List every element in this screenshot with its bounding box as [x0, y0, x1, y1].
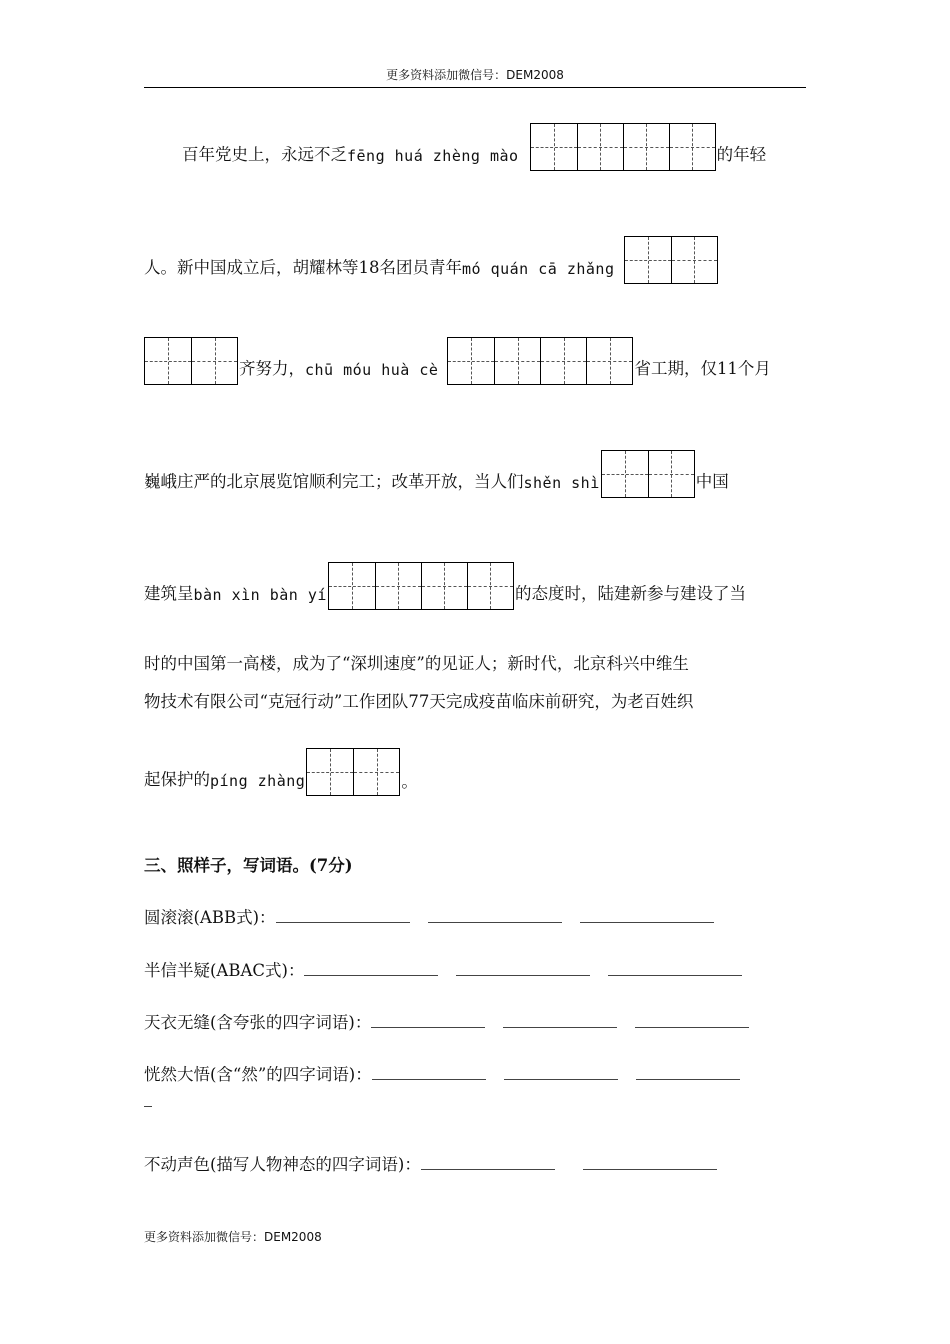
- exercise-item-1: [144, 904, 732, 928]
- exercise-prompt: 半信半疑(ABAC式)：: [144, 961, 305, 980]
- passage-line-6: [144, 650, 689, 674]
- pinyin-prompt: chū móu huà cè: [305, 361, 439, 379]
- exercise-item-3: [144, 1009, 749, 1033]
- grid-cell[interactable]: [671, 237, 717, 283]
- page-header: 更多资料添加微信号：DEM2008: [144, 66, 806, 88]
- passage-text: 起保护的: [144, 770, 210, 789]
- exercise-prompt: 圆滚滚(ABB式)：: [144, 908, 276, 927]
- passage-line-3: [144, 337, 771, 385]
- grid-cell[interactable]: [625, 237, 671, 283]
- grid-cell[interactable]: [602, 451, 648, 497]
- exercise-item-5: [144, 1151, 735, 1175]
- passage-text: 中国: [695, 472, 729, 491]
- answer-blank[interactable]: [608, 974, 742, 976]
- answer-blank[interactable]: [304, 974, 438, 976]
- passage-text: 齐努力，: [239, 359, 305, 378]
- answer-grid-4[interactable]: [447, 337, 633, 385]
- answer-blank[interactable]: [456, 974, 590, 976]
- answer-blank[interactable]: [503, 1026, 617, 1028]
- answer-blank[interactable]: [580, 921, 714, 923]
- answer-blank[interactable]: [635, 1026, 749, 1028]
- pinyin-prompt: shěn shì: [523, 474, 600, 492]
- passage-text: 的态度时，陆建新参与建设了当: [514, 584, 746, 603]
- passage-text: 省工期，仅11个月: [634, 359, 771, 378]
- page-footer: 更多资料添加微信号：DEM2008: [144, 1230, 322, 1244]
- passage-text: 。: [401, 772, 418, 791]
- passage-line-2: [144, 236, 719, 284]
- grid-cell[interactable]: [669, 124, 715, 170]
- exercise-prompt: 不动声色(描写人物神态的四字词语)：: [144, 1155, 421, 1174]
- answer-blank[interactable]: [636, 1078, 740, 1080]
- answer-grid-2[interactable]: [601, 450, 695, 498]
- grid-cell[interactable]: [353, 749, 399, 795]
- section-title: 三、照样子，写词语。(7分): [144, 856, 353, 875]
- grid-cell[interactable]: [531, 124, 577, 170]
- passage-text: 时的中国第一高楼，成为了“深圳速度”的见证人；新时代，北京科兴中维生: [144, 654, 689, 673]
- answer-blank[interactable]: [421, 1168, 555, 1170]
- answer-blank-continuation: [144, 1106, 152, 1107]
- grid-cell[interactable]: [494, 338, 540, 384]
- passage-line-7: [144, 688, 693, 712]
- grid-cell[interactable]: [540, 338, 586, 384]
- pinyin-prompt: bàn xìn bàn yí: [193, 586, 327, 604]
- passage-text: 巍峨庄严的北京展览馆顺利完工；改革开放，当人们: [144, 472, 524, 491]
- passage-text: 物技术有限公司“克冠行动”工作团队77天完成疫苗临床前研究，为老百姓织: [144, 692, 694, 711]
- passage-text: 建筑呈: [144, 584, 194, 603]
- grid-cell[interactable]: [577, 124, 623, 170]
- passage-line-1: [182, 123, 766, 171]
- grid-cell[interactable]: [623, 124, 669, 170]
- exercise-item-2: [144, 957, 760, 981]
- exercise-item-4: [144, 1061, 740, 1085]
- pinyin-prompt: mó quán cā zhǎng: [462, 260, 615, 278]
- passage-line-8: [144, 748, 418, 796]
- grid-cell[interactable]: [375, 563, 421, 609]
- answer-grid-4[interactable]: [530, 123, 716, 171]
- passage-line-4: [144, 450, 729, 498]
- grid-cell[interactable]: [467, 563, 513, 609]
- answer-blank[interactable]: [371, 1026, 485, 1028]
- answer-grid-2[interactable]: [624, 236, 718, 284]
- passage-line-5: [144, 562, 746, 610]
- grid-cell[interactable]: [586, 338, 632, 384]
- grid-cell[interactable]: [307, 749, 353, 795]
- exercise-prompt: 天衣无缝(含夸张的四字词语)：: [144, 1013, 372, 1032]
- grid-cell[interactable]: [421, 563, 467, 609]
- pinyin-prompt: píng zhàng: [210, 772, 306, 790]
- pinyin-prompt: fēng huá zhèng mào: [347, 147, 519, 165]
- grid-cell[interactable]: [191, 338, 237, 384]
- passage-text: 人。新中国成立后，胡耀林等18名团员青年: [144, 258, 462, 277]
- answer-blank[interactable]: [428, 921, 562, 923]
- exercise-prompt: 恍然大悟(含“然”的四字词语)：: [144, 1065, 372, 1084]
- grid-cell[interactable]: [145, 338, 191, 384]
- answer-grid-4[interactable]: [328, 562, 514, 610]
- answer-blank[interactable]: [504, 1078, 618, 1080]
- answer-blank[interactable]: [583, 1168, 717, 1170]
- answer-blank[interactable]: [276, 921, 410, 923]
- passage-text: 百年党史上，永远不乏: [182, 145, 347, 164]
- grid-cell[interactable]: [329, 563, 375, 609]
- answer-blank[interactable]: [372, 1078, 486, 1080]
- grid-cell[interactable]: [648, 451, 694, 497]
- passage-text: 的年轻: [716, 145, 767, 164]
- grid-cell[interactable]: [448, 338, 494, 384]
- answer-grid-2[interactable]: [306, 748, 400, 796]
- answer-grid-2[interactable]: [144, 337, 238, 385]
